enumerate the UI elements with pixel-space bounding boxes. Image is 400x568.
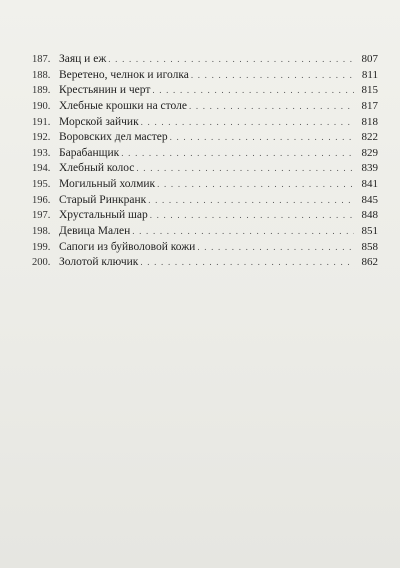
dot-leader (121, 146, 354, 162)
toc-entry (32, 68, 378, 84)
dot-leader (157, 177, 354, 193)
entry-number: 193. (32, 147, 51, 159)
toc-entry (32, 146, 378, 162)
dot-leader (148, 193, 354, 209)
entry-page-number: 862 (361, 256, 378, 269)
entry-title: Старый Ринкранк (59, 193, 147, 206)
toc-entry (32, 255, 378, 271)
entry-title: Крестьянин и черт (59, 84, 151, 97)
entry-page-number: 807 (361, 53, 378, 65)
dot-leader (140, 255, 354, 271)
entry-page-number: 851 (361, 225, 378, 238)
dot-leader (189, 99, 354, 115)
toc-entry (32, 224, 378, 240)
entry-page-number: 845 (361, 193, 378, 206)
toc-entry (32, 99, 378, 115)
entry-title: Девица Мален (59, 225, 131, 238)
entry-page-number: 858 (361, 240, 378, 253)
entry-title: Сапоги из буйволовой кожи (59, 240, 196, 253)
dot-leader (152, 83, 354, 99)
entry-number: 192. (32, 132, 51, 144)
entry-title: Веретено, челнок и иголка (59, 68, 189, 81)
toc-entry (32, 208, 378, 224)
entry-page-number: 841 (361, 178, 378, 191)
toc-entry (32, 115, 378, 131)
entry-number: 200. (32, 257, 51, 269)
dot-leader (132, 224, 354, 240)
entry-number: 194. (32, 163, 51, 175)
toc-entry (32, 52, 378, 68)
entry-number: 195. (32, 179, 51, 191)
entry-page-number: 817 (361, 99, 378, 112)
toc-entry (32, 193, 378, 209)
entry-page-number: 811 (361, 68, 378, 81)
entry-number: 188. (32, 69, 51, 81)
toc-entry (32, 161, 378, 177)
entry-title: Заяц и еж (59, 53, 107, 65)
entry-number: 196. (32, 194, 51, 206)
entry-title: Хлебный колос (59, 162, 135, 175)
entry-title: Хлебные крошки на столе (59, 99, 187, 112)
entry-title: Могильный холмик (59, 178, 156, 191)
entry-title: Хрустальный шар (59, 209, 148, 222)
entry-page-number: 829 (361, 146, 378, 159)
entry-page-number: 848 (361, 209, 378, 222)
toc-entry (32, 177, 378, 193)
table-of-contents (32, 52, 378, 271)
entry-number: 199. (32, 241, 51, 253)
dot-leader (150, 208, 354, 224)
entry-number: 191. (32, 116, 51, 128)
dot-leader (197, 240, 354, 256)
dot-leader (108, 52, 354, 68)
entry-title: Воровских дел мастер (59, 131, 168, 144)
entry-number: 189. (32, 85, 51, 97)
entry-page-number: 818 (361, 115, 378, 128)
entry-number: 198. (32, 226, 51, 238)
entry-title: Золотой ключик (59, 256, 139, 269)
entry-page-number: 815 (361, 84, 378, 97)
entry-number: 197. (32, 210, 51, 222)
entry-title: Морской зайчик (59, 115, 139, 128)
dot-leader (136, 161, 354, 177)
entry-page-number: 839 (361, 162, 378, 175)
dot-leader (170, 130, 354, 146)
entry-number: 187. (32, 54, 51, 65)
entry-title: Барабанщик (59, 146, 120, 159)
dot-leader (191, 68, 354, 84)
toc-entry (32, 130, 378, 146)
entry-page-number: 822 (361, 131, 378, 144)
entry-number: 190. (32, 100, 51, 112)
toc-entry (32, 240, 378, 256)
toc-entry (32, 83, 378, 99)
dot-leader (141, 115, 354, 131)
